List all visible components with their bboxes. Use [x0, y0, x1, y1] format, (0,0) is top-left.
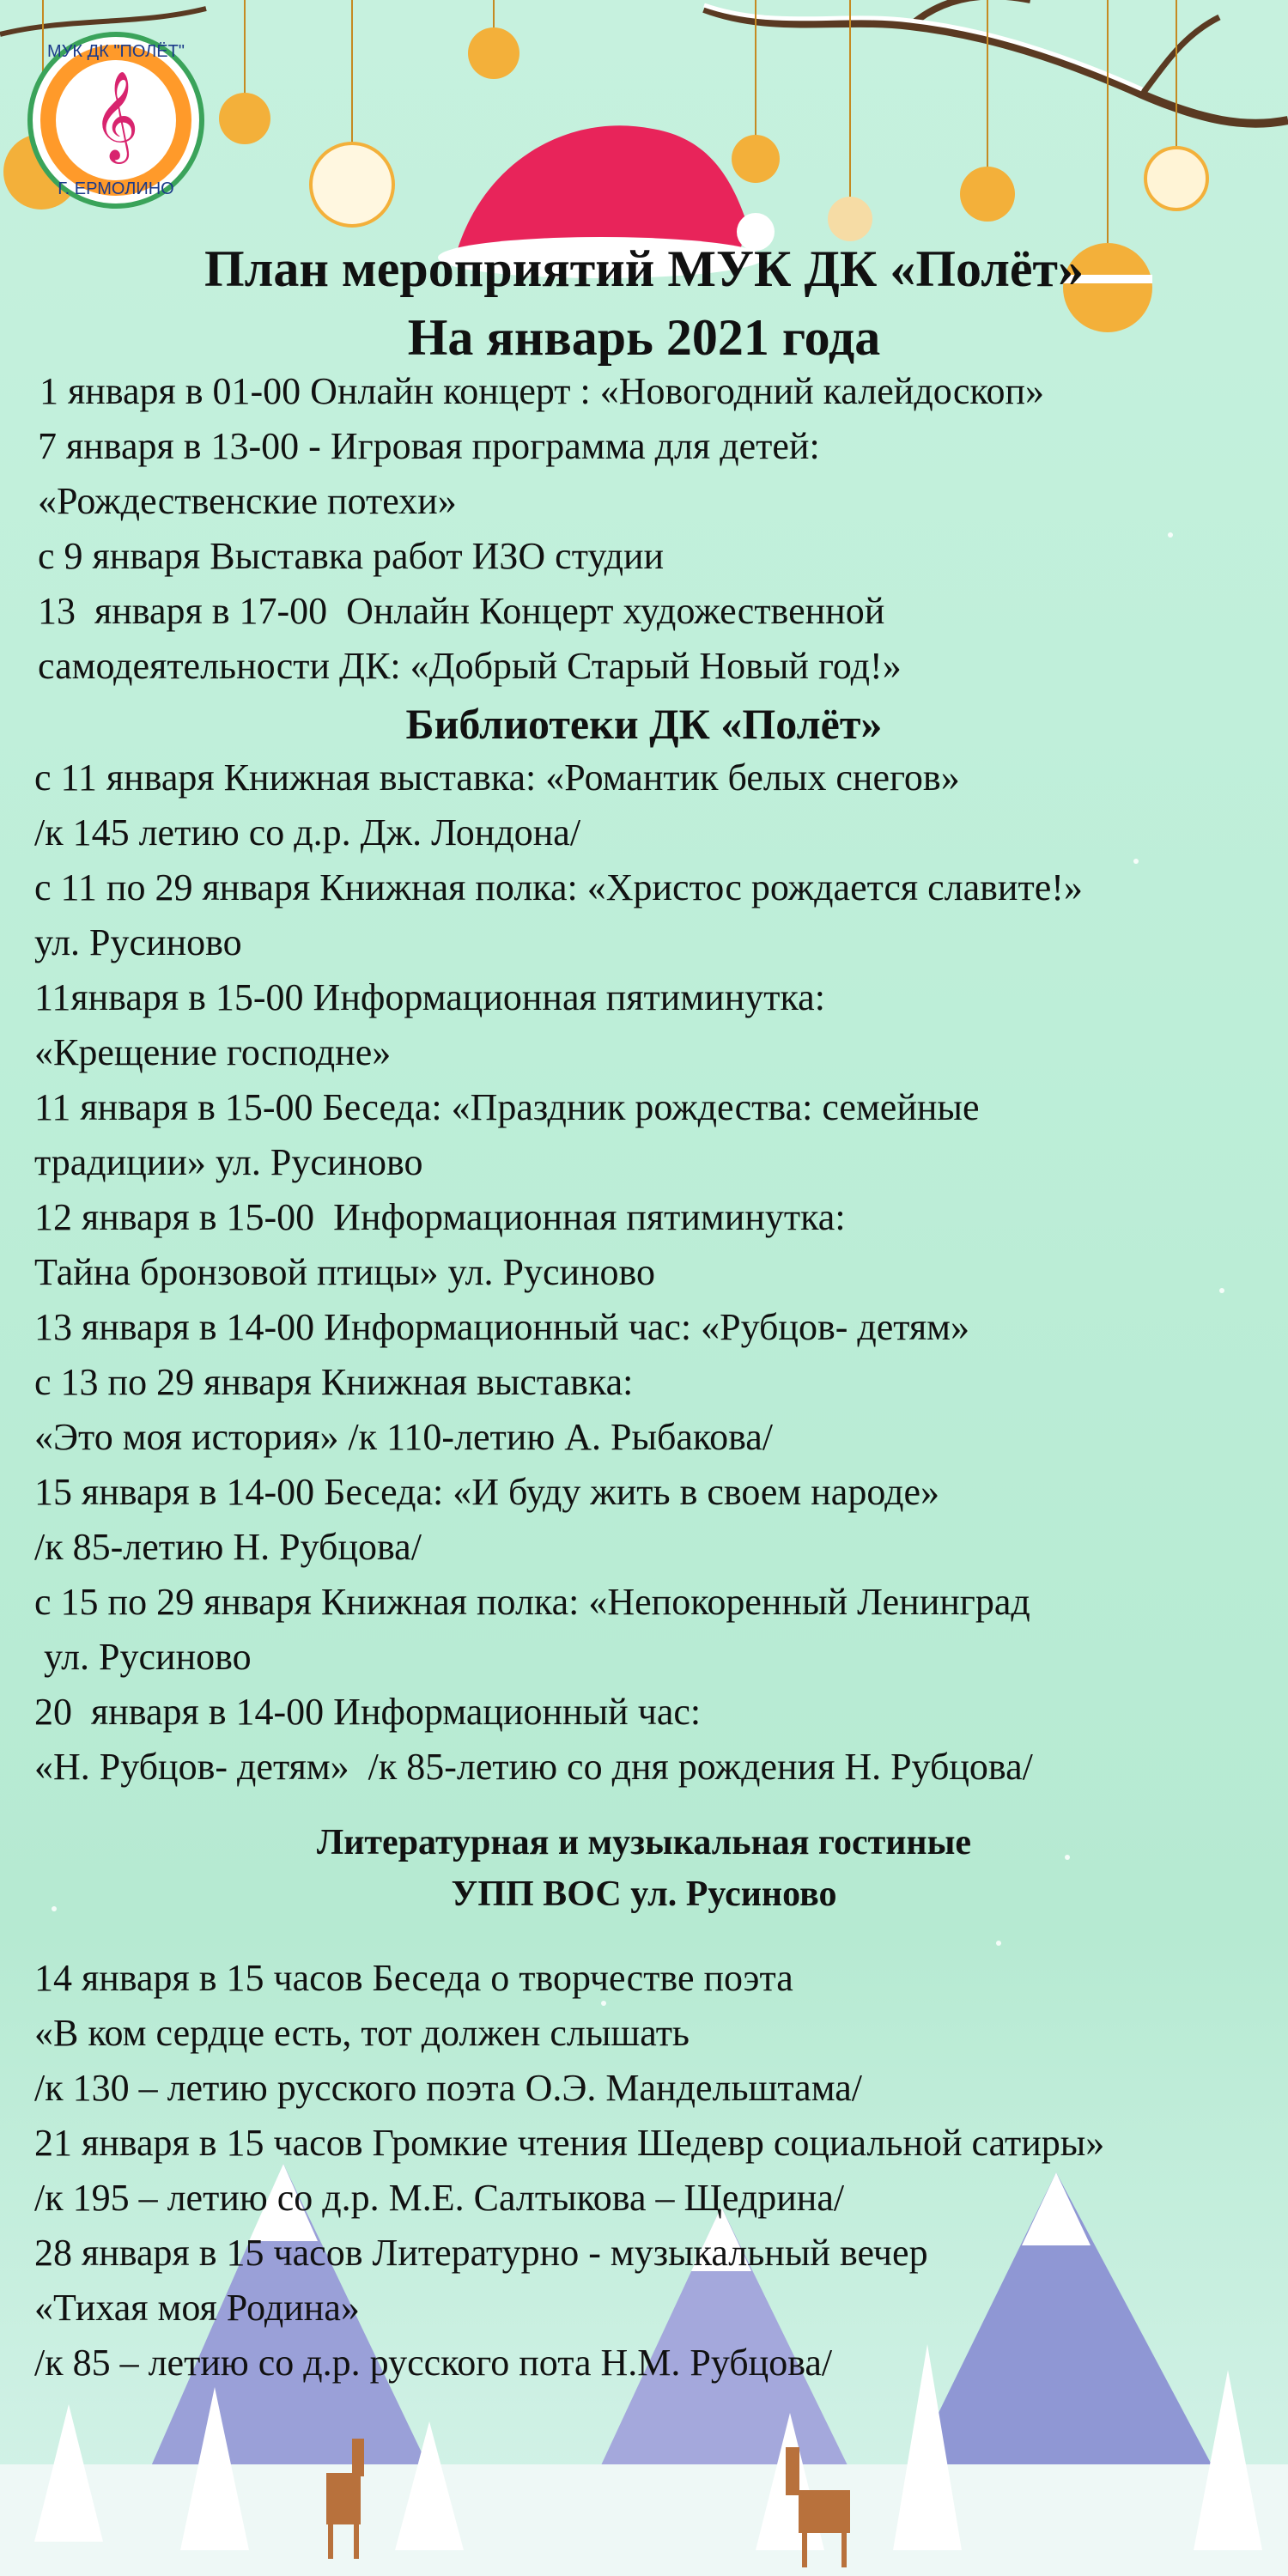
list-item: 21 января в 15 часов Громкие чтения Шедевр социальной сатиры»	[34, 2122, 1105, 2164]
list-item: /к 145 летию со д.р. Дж. Лондона/	[34, 811, 581, 854]
logo-arc-top: МУК ДК "ПОЛЁТ"	[47, 42, 185, 61]
lounge-heading-line2: УПП ВОС ул. Русиново	[451, 1874, 837, 1914]
list-item: «Это моя история» /к 110-летию А. Рыбакова/	[34, 1416, 774, 1458]
list-item: с 9 января Выставка работ ИЗО студии	[38, 535, 665, 577]
left-branch	[0, 9, 206, 34]
list-item: традиции» ул. Русиново	[34, 1141, 423, 1183]
list-item: «В ком сердце есть, тот должен слышать	[34, 2012, 690, 2054]
list-item: с 11 января Книжная выставка: «Романтик белых снегов»	[34, 756, 960, 799]
list-item: 7 января в 13-00 - Игровая программа для детей:	[38, 425, 820, 467]
logo	[30, 34, 202, 206]
list-item: 13 января в 14-00 Информационный час: «Рубцов- детям»	[34, 1306, 970, 1348]
list-item: 1 января в 01-00 Онлайн концерт : «Новогодний калейдоскоп»	[39, 370, 1045, 412]
list-item: с 13 по 29 января Книжная выставка:	[34, 1361, 634, 1403]
list-item: с 11 по 29 января Книжная полка: «Христос рождается славите!»	[34, 866, 1083, 908]
list-item: ул. Русиново	[34, 921, 242, 963]
library-heading: Библиотеки ДК «Полёт»	[405, 700, 883, 748]
list-item: 11января в 15-00 Информационная пятиминутка:	[34, 976, 825, 1018]
list-item: «Рождественские потехи»	[38, 480, 457, 522]
list-item: ул. Русиново	[34, 1636, 252, 1678]
list-item: «Н. Рубцов- детям» /к 85-летию со дня рождения Н. Рубцова/	[34, 1746, 1033, 1788]
list-item: /к 85-летию Н. Рубцова/	[34, 1526, 422, 1568]
list-item: «Тихая моя Родина»	[34, 2287, 360, 2329]
list-item: самодеятельности ДК: «Добрый Старый Новый год!»	[38, 645, 902, 687]
list-item: 13 января в 17-00 Онлайн Концерт художественной	[38, 590, 885, 632]
poster-title-line2: На январь 2021 года	[407, 309, 881, 366]
list-item: 12 января в 15-00 Информационная пятиминутка:	[34, 1196, 846, 1238]
list-item: 14 января в 15 часов Беседа о творчестве поэта	[34, 1957, 793, 1999]
svg-text:𝄞: 𝄞	[93, 70, 139, 161]
list-item: /к 195 – летию со д.р. М.Е. Салтыкова – Щедрина/	[34, 2177, 845, 2219]
list-item: с 15 по 29 января Книжная полка: «Непокоренный Ленинград	[34, 1581, 1030, 1623]
list-item: 15 января в 14-00 Беседа: «И буду жить в своем народе»	[34, 1471, 939, 1513]
list-item: 28 января в 15 часов Литературно - музыкальный вечер	[34, 2232, 928, 2274]
logo-arc-bottom: Г. ЕРМОЛИНО	[58, 179, 174, 198]
list-item: 11 января в 15-00 Беседа: «Праздник рождества: семейные	[34, 1086, 980, 1128]
list-item: /к 130 – летию русского поэта О.Э. Мандельштама/	[34, 2067, 863, 2109]
list-item: 20 января в 14-00 Информационный час:	[34, 1691, 702, 1733]
list-item: Тайна бронзовой птицы» ул. Русиново	[34, 1251, 656, 1293]
list-item: «Крещение господне»	[34, 1031, 392, 1073]
list-item: /к 85 – летию со д.р. русского пота Н.М. Рубцова/	[34, 2342, 833, 2384]
poster-title-line1: План мероприятий МУК ДК «Полёт»	[204, 240, 1084, 297]
tree-branch	[704, 0, 1288, 124]
lounge-heading-line1: Литературная и музыкальная гостиные	[316, 1823, 972, 1862]
